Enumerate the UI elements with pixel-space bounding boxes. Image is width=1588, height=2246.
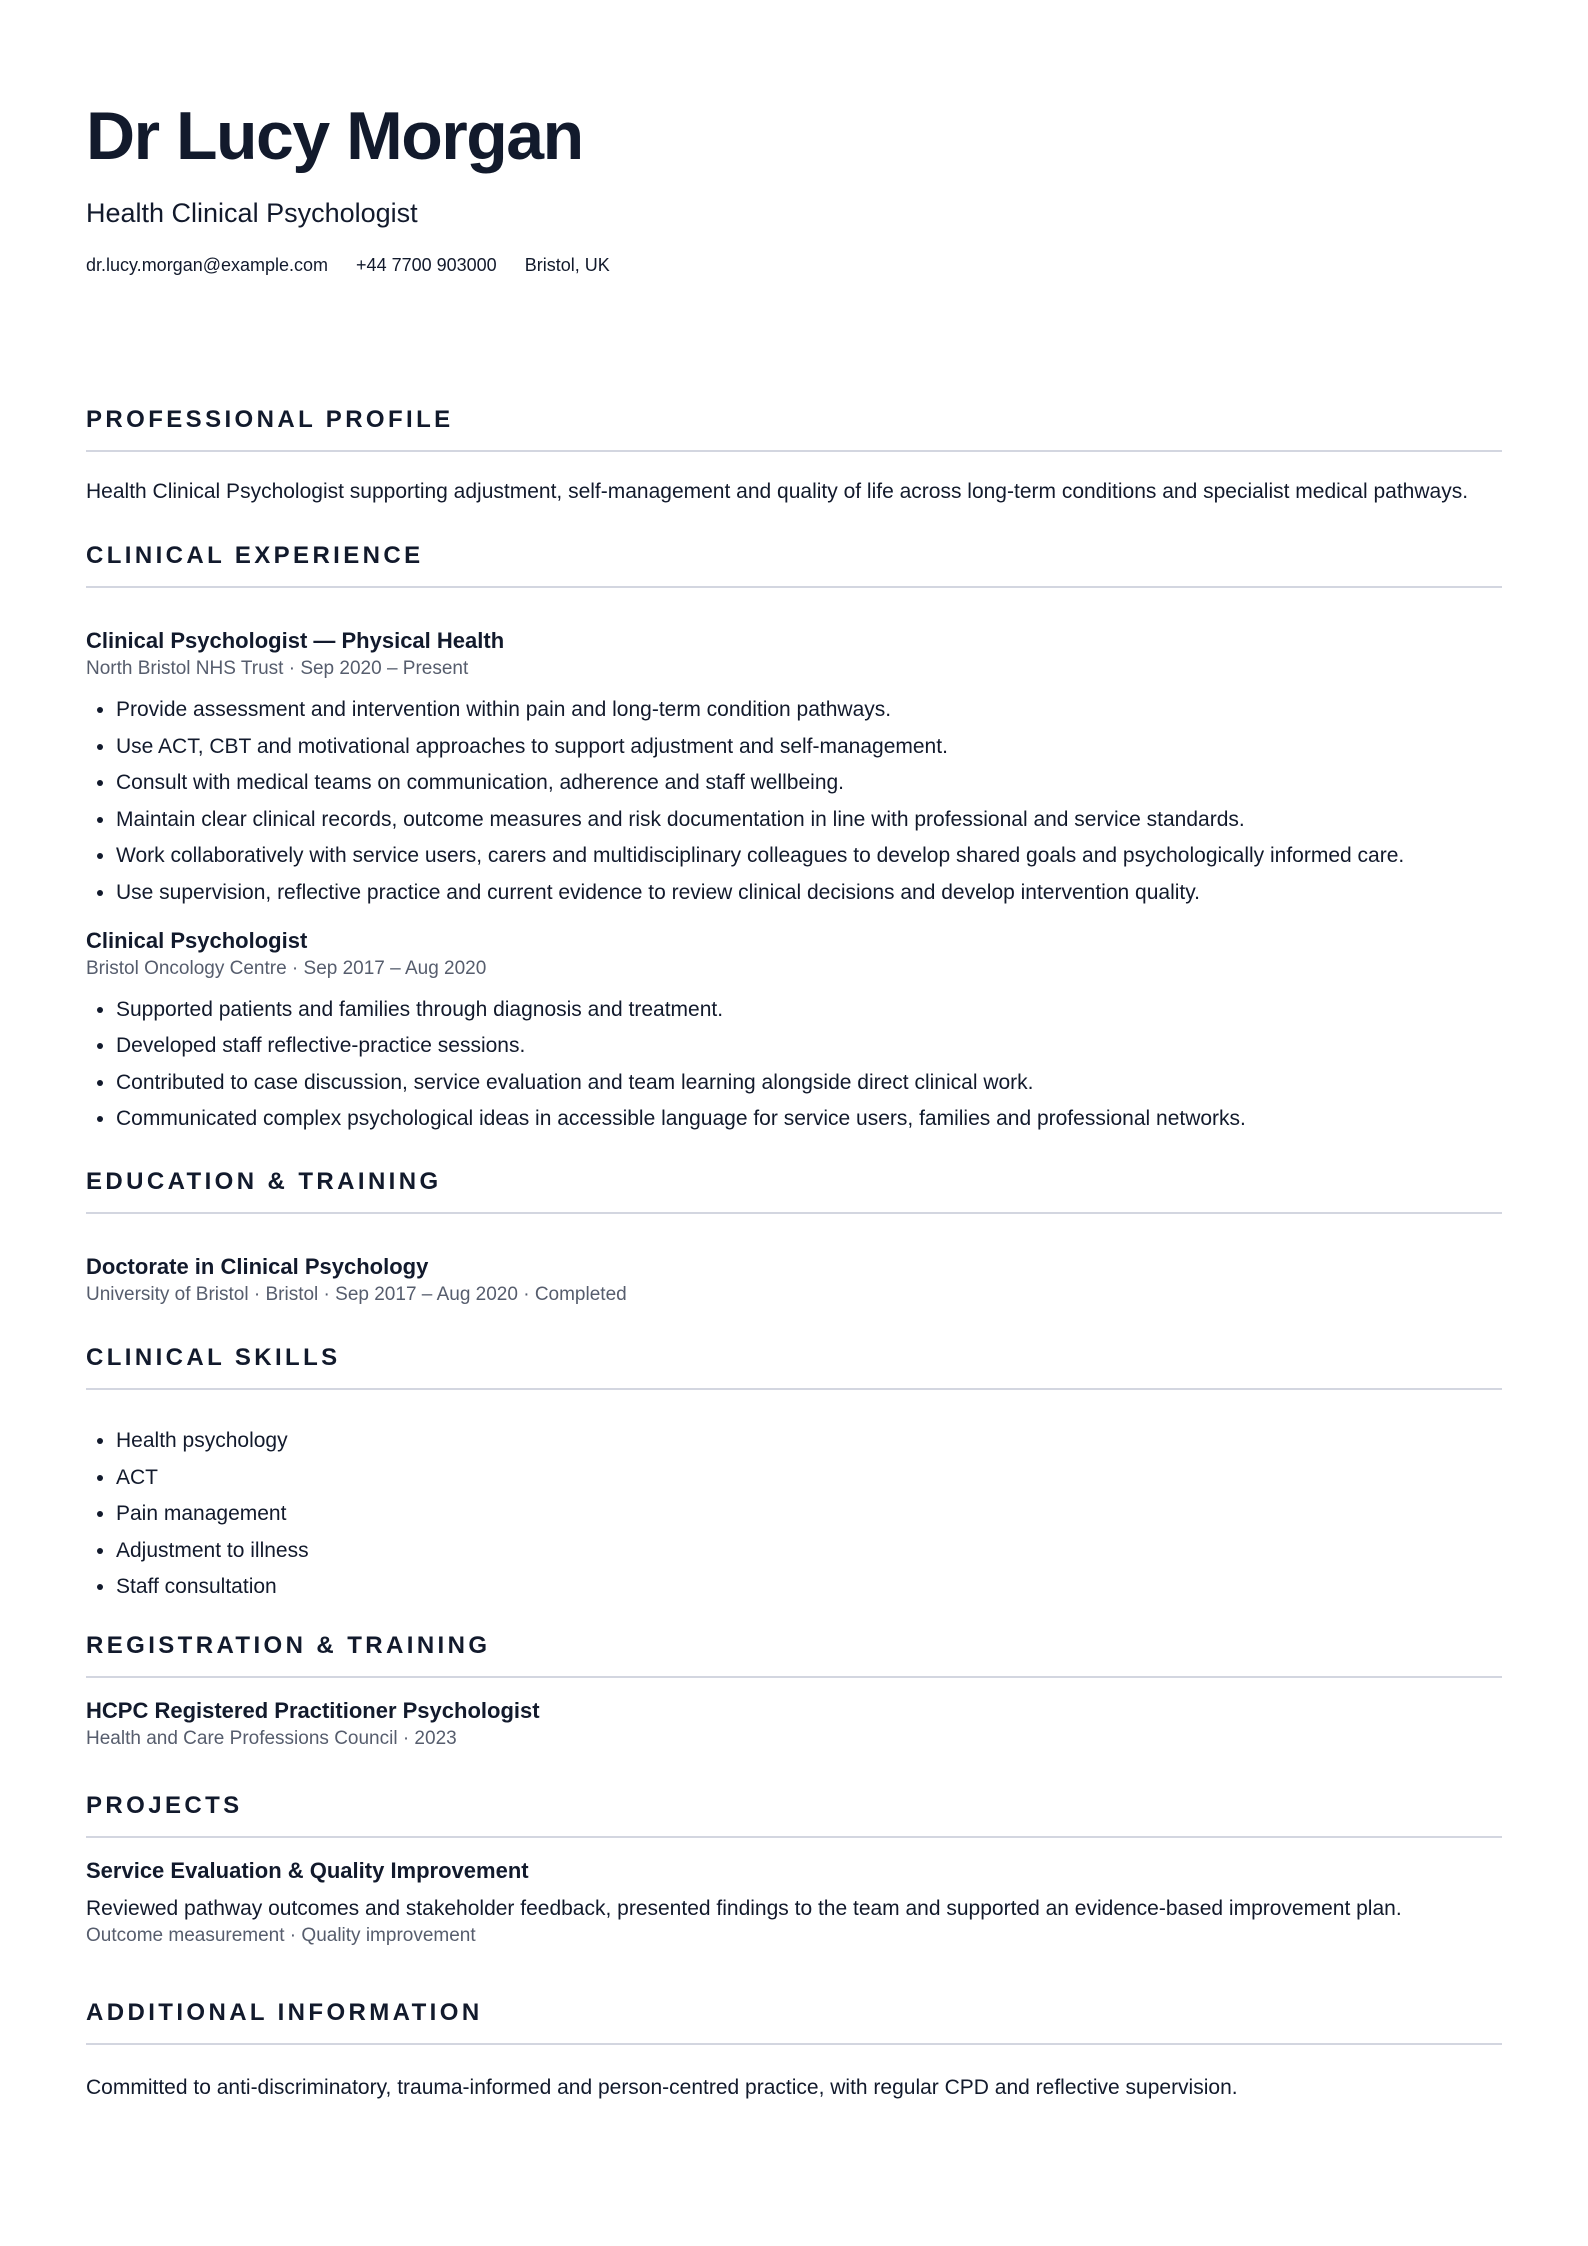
skill-item: • Staff consultation bbox=[116, 1569, 1502, 1606]
section-additional bbox=[86, 1999, 1502, 2102]
section-heading: CLINICAL SKILLS bbox=[86, 1343, 341, 1371]
additional-text: Committed to anti-discriminatory, trauma-informed and person-centred practice, with regular CPD and reflective supervision. bbox=[86, 2075, 1238, 2099]
list-item: • Use ACT, CBT and motivational approaches to support adjustment and self-management. bbox=[116, 729, 1502, 766]
list-item: • Provide assessment and intervention within pain and long-term condition pathways. bbox=[116, 692, 1502, 729]
registration-entry bbox=[86, 1698, 1502, 1750]
job-bullets bbox=[86, 692, 1502, 912]
skill-item: • Pain management bbox=[116, 1496, 1502, 1533]
project-entry bbox=[86, 1858, 1502, 1947]
job-entry bbox=[86, 628, 1502, 912]
job-bullets bbox=[86, 992, 1502, 1138]
registration-meta: Health and Care Professions Council · 2023 bbox=[86, 1727, 457, 1749]
section-divider bbox=[86, 450, 1502, 452]
project-description: Reviewed pathway outcomes and stakeholder feedback, presented findings to the team and supported an evidence-based improvement plan. bbox=[86, 1896, 1402, 1920]
section-divider bbox=[86, 1676, 1502, 1678]
section-skills bbox=[86, 1344, 1502, 1606]
candidate-name: Dr Lucy Morgan bbox=[86, 98, 583, 174]
skill-item: • Adjustment to illness bbox=[116, 1533, 1502, 1570]
project-title: Service Evaluation & Quality Improvement bbox=[86, 1857, 529, 1883]
job-title: Clinical Psychologist — Physical Health bbox=[86, 628, 505, 653]
section-heading: REGISTRATION & TRAINING bbox=[86, 1631, 491, 1659]
profile-text: Health Clinical Psychologist supporting adjustment, self-management and quality of life across long-term conditions and specialist medical pathways. bbox=[86, 480, 1469, 503]
skill-item: • Health psychology bbox=[116, 1423, 1502, 1460]
list-item: • Supported patients and families through diagnosis and treatment. bbox=[116, 992, 1502, 1029]
registration-title: HCPC Registered Practitioner Psychologist bbox=[86, 1697, 540, 1723]
list-item: • Developed staff reflective-practice sessions. bbox=[116, 1028, 1502, 1065]
education-entry bbox=[86, 1254, 1502, 1306]
contact-phone[interactable]: +44 7700 903000 bbox=[356, 255, 497, 275]
list-item: • Maintain clear clinical records, outcome measures and risk documentation in line with professional and service standards. bbox=[116, 802, 1502, 839]
section-divider bbox=[86, 586, 1502, 588]
contact-location: Bristol, UK bbox=[524, 255, 610, 275]
job-meta: Bristol Oncology Centre · Sep 2017 – Aug 2020 bbox=[86, 957, 487, 979]
contact-email[interactable]: dr.lucy.morgan@example.com bbox=[86, 255, 329, 275]
section-projects bbox=[86, 1792, 1502, 1947]
job-meta: North Bristol NHS Trust · Sep 2020 – Present bbox=[86, 658, 469, 679]
section-divider bbox=[86, 1212, 1502, 1214]
section-divider bbox=[86, 1388, 1502, 1390]
project-tags: Outcome measurement · Quality improvement bbox=[86, 1924, 476, 1946]
degree-meta: University of Bristol · Bristol · Sep 2017 – Aug 2020 · Completed bbox=[86, 1283, 627, 1305]
section-registration bbox=[86, 1632, 1502, 1750]
section-heading: ADDITIONAL INFORMATION bbox=[86, 1998, 483, 2026]
job-entry bbox=[86, 928, 1502, 1138]
section-profile bbox=[86, 406, 1502, 506]
list-item: • Use supervision, reflective practice and current evidence to review clinical decisions and develop intervention quality. bbox=[116, 875, 1502, 912]
job-title: Clinical Psychologist bbox=[86, 927, 308, 953]
skills-list bbox=[86, 1423, 1502, 1606]
list-item: • Contributed to case discussion, service evaluation and team learning alongside direct clinical work. bbox=[116, 1065, 1502, 1102]
section-experience bbox=[86, 542, 1502, 1138]
section-divider bbox=[86, 2043, 1502, 2045]
section-education bbox=[86, 1168, 1502, 1306]
resume-header bbox=[86, 98, 1502, 276]
list-item: • Consult with medical teams on communication, adherence and staff wellbeing. bbox=[116, 765, 1502, 802]
section-heading: PROFESSIONAL PROFILE bbox=[86, 406, 454, 433]
section-divider bbox=[86, 1836, 1502, 1838]
candidate-title: Health Clinical Psychologist bbox=[86, 198, 418, 228]
degree-title: Doctorate in Clinical Psychology bbox=[86, 1253, 429, 1279]
list-item: • Communicated complex psychological ideas in accessible language for service users, families and professional networks. bbox=[116, 1101, 1502, 1138]
section-heading: EDUCATION & TRAINING bbox=[86, 1167, 442, 1195]
contact-row bbox=[86, 255, 1502, 276]
list-item: • Work collaboratively with service users, carers and multidisciplinary colleagues to develop shared goals and psychologically informed care. bbox=[116, 838, 1502, 875]
section-heading: CLINICAL EXPERIENCE bbox=[86, 542, 424, 569]
skill-item: • ACT bbox=[116, 1460, 1502, 1497]
section-heading: PROJECTS bbox=[86, 1791, 243, 1819]
